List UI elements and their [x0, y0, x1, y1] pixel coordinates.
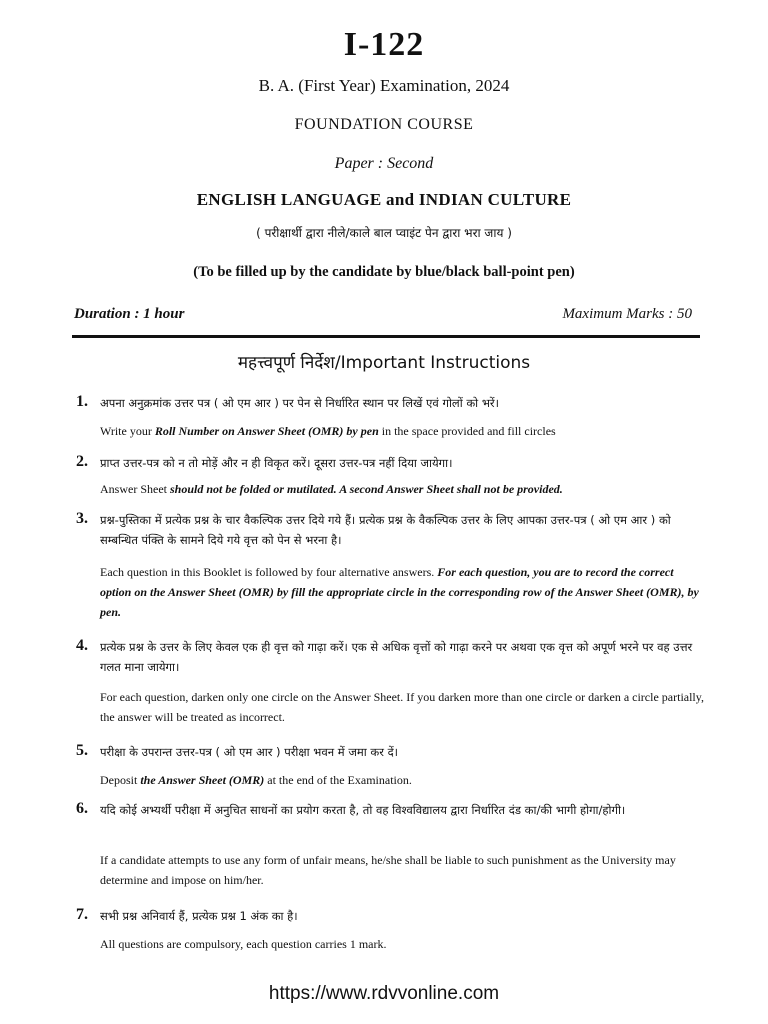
instruction-hindi: परीक्षा के उपरान्त उत्तर-पत्र ( ओ एम आर ) परीक्षा भवन में जमा कर दें।	[100, 745, 399, 759]
instruction-english	[100, 421, 706, 441]
maximum-marks: Maximum Marks : 50	[562, 306, 692, 322]
instruction-hindi: यदि कोई अभ्यर्थी परीक्षा में अनुचित साधनों का प्रयोग करता है, तो वह विश्वविद्यालय द्वारा निर्धारित दंड का/की भागी होगा/होगी।	[100, 803, 626, 817]
instructions-heading: महत्त्वपूर्ण निर्देश/Important Instructions	[237, 353, 531, 373]
exam-title: B. A. (First Year) Examination, 2024	[258, 76, 510, 95]
instruction-english-part: Write your	[100, 424, 155, 438]
course-name: FOUNDATION COURSE	[294, 116, 474, 133]
instruction-english-part: in the space provided and fill circles	[378, 424, 556, 438]
instruction-number: 4.	[76, 637, 88, 654]
instruction-english	[100, 770, 706, 790]
instruction-english: If a candidate attempts to use any form of unfair means, he/she shall be liable to such punishment as the University may determine and impose on him/her.	[100, 853, 676, 887]
instruction-number: 6.	[76, 800, 88, 817]
instruction-english-emphasis: For each question, you are to record the correct option on the Answer Sheet (OMR) by fill the appropriate circle in the corresponding row of the Answer Sheet (OMR), by pen.	[100, 565, 699, 619]
header-divider	[72, 335, 700, 338]
paper-code: I-122	[343, 26, 425, 63]
fill-note-hindi: ( परीक्षार्थी द्वारा नीले/काले बाल प्वाइंट पेन द्वारा भरा जाय )	[256, 226, 512, 240]
instruction-english	[100, 479, 706, 499]
instruction-english-part: at the end of the Examination.	[264, 773, 412, 787]
instruction-hindi: प्राप्त उत्तर-पत्र को न तो मोड़ें और न ही विकृत करें। दूसरा उत्तर-पत्र नहीं दिया जायेगा।	[100, 456, 453, 470]
instruction-number: 3.	[76, 510, 88, 527]
instruction-hindi: सभी प्रश्न अनिवार्य हैं, प्रत्येक प्रश्न 1 अंक का है।	[100, 909, 298, 923]
instruction-number: 2.	[76, 453, 88, 470]
instruction-english	[100, 562, 706, 622]
instruction-english-part: Each question in this Booklet is followed by four alternative answers.	[100, 565, 438, 579]
footer-url: https://www.rdvvonline.com	[268, 983, 500, 1004]
instruction-english: All questions are compulsory, each question carries 1 mark.	[100, 937, 387, 951]
instruction-hindi: प्रश्न-पुस्तिका में प्रत्येक प्रश्न के चार वैकल्पिक उत्तर दिये गये हैं। प्रत्येक प्रश्न के वैकल्पिक उत्तर के लिए आपका उत्तर-पत्र ( ओ एम आर ) को सम्बन्धित पंक्ति के सामने दिये गये वृत्त को पेन से भरना है।	[100, 513, 671, 547]
instruction-number: 1.	[76, 393, 88, 410]
subject-title: ENGLISH LANGUAGE and INDIAN CULTURE	[196, 190, 572, 209]
instruction-english-part: Answer Sheet	[100, 482, 170, 496]
paper-number: Paper : Second	[334, 155, 434, 172]
instruction-english: For each question, darken only one circle on the Answer Sheet. If you darken more than one circle or darken a circle partially, the answer will be treated as incorrect.	[100, 690, 704, 724]
instruction-english-emphasis: Roll Number on Answer Sheet (OMR) by pen	[154, 424, 379, 438]
duration: Duration : 1 hour	[74, 306, 185, 322]
instruction-english-part: Deposit	[100, 773, 141, 787]
instruction-hindi: अपना अनुक्रमांक उत्तर पत्र ( ओ एम आर ) पर पेन से निर्धारित स्थान पर लिखें एवं गोलों को भरें।	[100, 396, 499, 410]
instruction-number: 5.	[76, 742, 88, 759]
instruction-english-emphasis: the Answer Sheet (OMR)	[140, 773, 265, 787]
instruction-number: 7.	[76, 906, 88, 923]
instruction-hindi: प्रत्येक प्रश्न के उत्तर के लिए केवल एक ही वृत्त को गाढ़ा करें। एक से अधिक वृत्तों को गाढ़ा करने पर अथवा एक वृत्त को अपूर्ण भरने पर वह उत्तर गलत माना जायेगा।	[100, 640, 693, 674]
instruction-english-emphasis: should not be folded or mutilated. A second Answer Sheet shall not be provided.	[169, 482, 563, 496]
fill-note-english: (To be filled up by the candidate by blue/black ball-point pen)	[193, 264, 575, 280]
